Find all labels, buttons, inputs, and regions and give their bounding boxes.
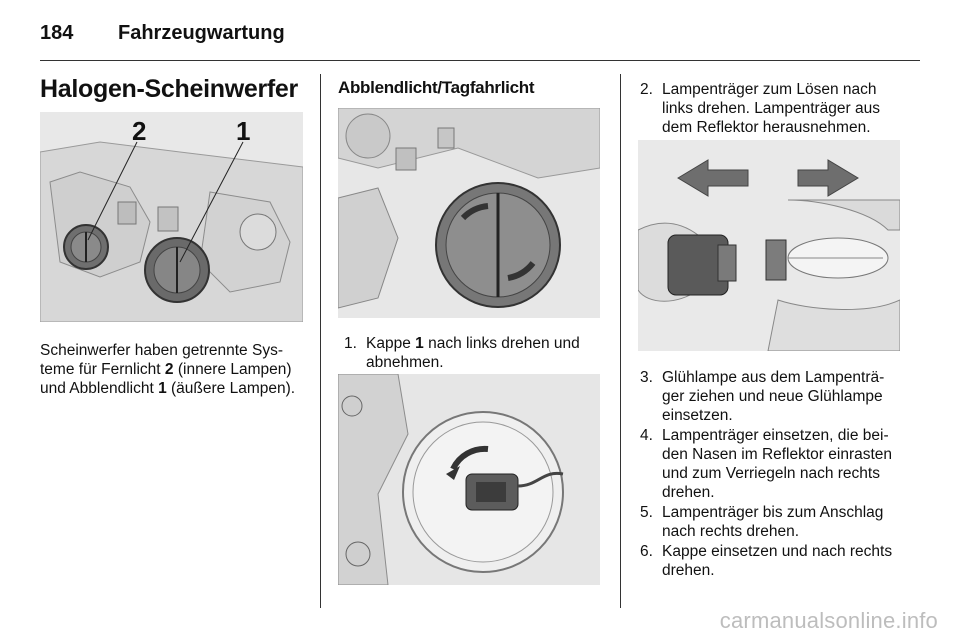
step-1 <box>344 334 600 372</box>
step-4-number: 4. <box>640 427 653 444</box>
step-3 <box>640 368 900 425</box>
page-header <box>40 18 920 60</box>
step-1-number: 1. <box>344 335 357 352</box>
watermark: carmanualsonline.info <box>719 608 938 633</box>
step-6-number: 6. <box>640 543 653 560</box>
page-number: 184 <box>40 22 74 44</box>
step-1-text: Kappe 1 nach links drehen und abnehmen. <box>366 335 580 371</box>
step-5-number: 5. <box>640 504 653 521</box>
sub-title: Abblendlicht/Tagfahrlicht <box>338 78 535 97</box>
cap-removal-figure <box>338 108 600 318</box>
column-divider-right <box>620 74 621 608</box>
step-2-number: 2. <box>640 81 653 98</box>
step-1-ref: 1 <box>415 335 424 352</box>
headlamp-overview-illustration <box>40 112 303 322</box>
lamp-holder-figure <box>338 374 600 585</box>
lamp-holder-illustration <box>338 374 600 585</box>
bulb-replacement-figure <box>638 140 900 351</box>
step-5 <box>640 503 900 541</box>
step-5-text: Lampenträger bis zum Anschlag nach rechts drehen. <box>662 504 884 540</box>
step-4-text: Lampenträger einsetzen, die bei- den Nasen im Reflektor einrasten und zum Verriegeln nach rechts drehen. <box>662 427 893 501</box>
step-6 <box>640 542 904 580</box>
step-3-text: Glühlampe aus dem Lampenträ- ger ziehen und neue Glühlampe einsetzen. <box>662 369 885 424</box>
step-3-number: 3. <box>640 369 653 386</box>
running-title: Fahrzeugwartung <box>118 22 285 44</box>
bulb-replacement-illustration <box>638 140 900 351</box>
step-6-text: Kappe einsetzen und nach rechts drehen. <box>662 543 893 579</box>
ref-low-beam: 1 <box>158 380 167 397</box>
ref-high-beam: 2 <box>164 361 174 378</box>
header-rule <box>40 60 920 61</box>
step-2-text: Lampenträger zum Lösen nach links drehen. Lampenträger aus dem Reflektor herausnehmen. <box>662 81 880 136</box>
cap-removal-illustration <box>338 108 600 318</box>
figure-label-1: 1 <box>236 116 251 146</box>
headlamp-caption: Scheinwerfer haben getrennte Sys- teme für Fernlicht 2 (innere Lampen) und Abblendlicht 1 (äußere Lampen). <box>40 342 296 397</box>
section-title: Halogen-Scheinwerfer <box>40 75 298 103</box>
step-4 <box>640 426 904 502</box>
figure-label-2: 2 <box>132 116 147 146</box>
step-2 <box>640 80 900 137</box>
column-divider-left <box>320 74 321 608</box>
headlamp-overview-figure <box>40 112 303 322</box>
